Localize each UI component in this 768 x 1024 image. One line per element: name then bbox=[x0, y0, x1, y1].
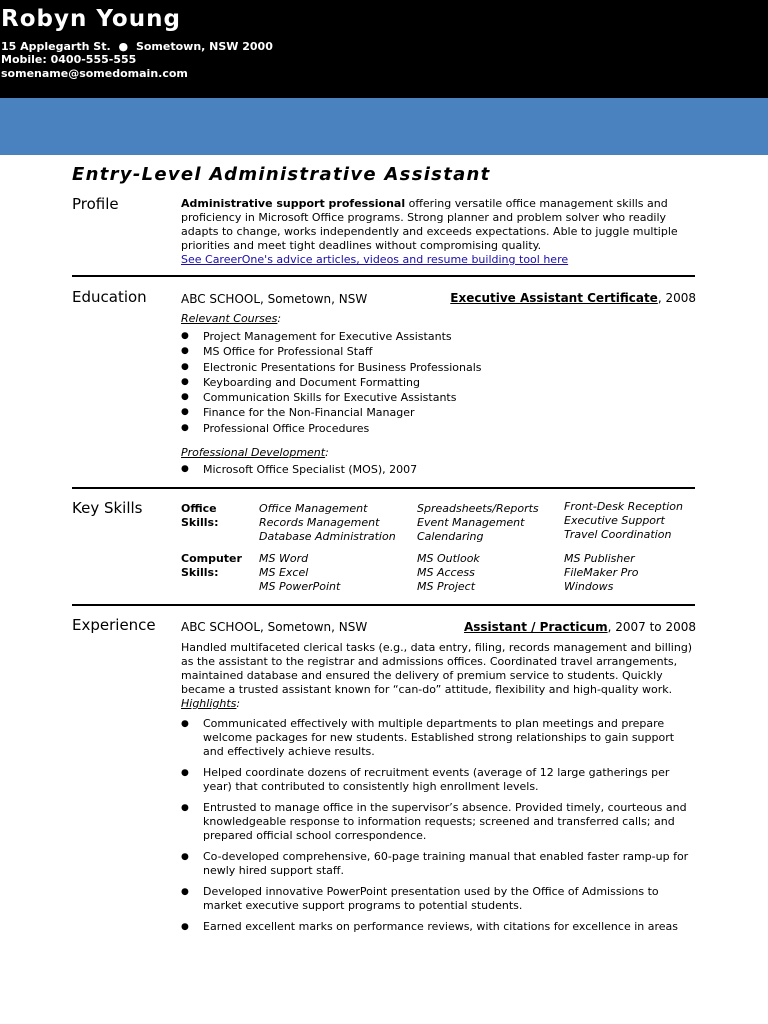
professional-development-label: Professional Development: bbox=[181, 446, 329, 459]
highlight-item: ● Developed innovative PowerPoint presentation used by the Office of Admissions to market executive support programs to potential students. bbox=[181, 885, 696, 913]
skill-item: MS PowerPoint bbox=[259, 580, 341, 593]
office-skills-col-3 bbox=[564, 500, 683, 542]
careerone-link[interactable]: See CareerOne's advice articles, videos and resume building tool here bbox=[181, 253, 569, 266]
skill-item: Office Management bbox=[259, 502, 368, 515]
course-item: ● Keyboarding and Document Formatting bbox=[181, 375, 696, 390]
section-divider bbox=[72, 604, 695, 606]
computer-skills-label-line2: Skills: bbox=[181, 566, 219, 579]
skill-item: MS Access bbox=[417, 566, 475, 579]
course-item: ● Professional Office Procedures bbox=[181, 421, 696, 436]
resume-title: Entry-Level Administrative Assistant bbox=[72, 164, 491, 185]
experience-employer: ABC SCHOOL, Sometown, NSW bbox=[181, 620, 368, 634]
candidate-name: Robyn Young bbox=[1, 6, 181, 32]
skill-item: Event Management bbox=[417, 516, 525, 529]
role-title: Assistant / Practicum bbox=[463, 620, 608, 634]
profile-text: offering versatile office management skills and proficiency in Microsoft Office programs. Strong planner and problem solver who readily adapts to change, works independently and exceeds expectations. Able to juggle multiple priorities and meet tight deadlines without compromising quality. bbox=[181, 197, 678, 252]
highlight-item: ● Communicated effectively with multiple departments to plan meetings and prepare welcome packages for new students. Established strong relationships to gain support and effectively achieve results. bbox=[181, 717, 696, 759]
accent-band bbox=[0, 98, 768, 155]
experience-summary bbox=[181, 641, 696, 711]
skill-item: FileMaker Pro bbox=[564, 566, 639, 579]
header-bar bbox=[0, 0, 768, 98]
course-item: ● Communication Skills for Executive Assistants bbox=[181, 390, 696, 405]
skill-item: Spreadsheets/Reports bbox=[417, 502, 539, 515]
highlights-label: Highlights bbox=[181, 697, 237, 710]
office-skills-label-line1: Office bbox=[181, 502, 217, 515]
skill-item: Records Management bbox=[259, 516, 380, 529]
computer-skills-label-line1: Computer bbox=[181, 552, 242, 565]
section-divider bbox=[72, 275, 695, 277]
credential-year: , 2008 bbox=[657, 291, 696, 305]
experience-summary-text: Handled multifaceted clerical tasks (e.g., data entry, filing, records management and billing) as the assistant to the registrar and admissions offices. Coordinated travel arrangements, maintained database and ensured the delivery of premium service to students. Quickly became a trusted assistant known for “can-do” attitude, flexibility and high-quality work. bbox=[181, 641, 693, 696]
course-item: ● Finance for the Non-Financial Manager bbox=[181, 405, 696, 420]
computer-skills-col-3 bbox=[564, 552, 638, 594]
course-item: ● MS Office for Professional Staff bbox=[181, 344, 696, 359]
office-skills-col-2 bbox=[417, 502, 539, 544]
skills-heading: Key Skills bbox=[72, 499, 143, 517]
education-school: ABC SCHOOL, Sometown, NSW bbox=[181, 292, 368, 306]
skill-item: MS Project bbox=[417, 580, 476, 593]
courses-list bbox=[181, 329, 696, 436]
highlights-colon: : bbox=[236, 697, 241, 710]
street-address: 15 Applegarth St. bbox=[1, 40, 111, 53]
professional-development-text: Professional Development bbox=[181, 446, 326, 459]
email-address: somename@somedomain.com bbox=[1, 67, 188, 80]
skill-item: Executive Support bbox=[564, 514, 665, 527]
experience-role bbox=[464, 620, 696, 634]
highlight-item: ● Co-developed comprehensive, 60-page training manual that enabled faster ramp-up for newly hired support staff. bbox=[181, 850, 696, 878]
pd-item: ● Microsoft Office Specialist (MOS), 2007 bbox=[181, 462, 696, 477]
city-state: Sometown, NSW 2000 bbox=[135, 40, 273, 53]
bullet-separator-icon: ● bbox=[118, 40, 129, 53]
relevant-courses-label: Relevant Courses: bbox=[181, 312, 282, 325]
skill-item: MS Outlook bbox=[417, 552, 480, 565]
skill-item: MS Excel bbox=[259, 566, 309, 579]
profile-summary bbox=[181, 197, 696, 267]
education-heading: Education bbox=[72, 288, 147, 306]
profile-heading: Profile bbox=[72, 195, 119, 213]
office-skills-col-1 bbox=[259, 502, 396, 544]
skill-item: Calendaring bbox=[417, 530, 484, 543]
office-skills-label-line2: Skills: bbox=[181, 516, 219, 529]
mobile-number: Mobile: 0400-555-555 bbox=[1, 53, 137, 66]
office-skills-label bbox=[181, 502, 219, 530]
computer-skills-col-1 bbox=[259, 552, 340, 594]
address-line bbox=[1, 40, 273, 53]
experience-heading: Experience bbox=[72, 616, 156, 634]
highlight-item: ● Helped coordinate dozens of recruitment events (average of 12 large gatherings per year) that contributed to consistently high enrollment levels. bbox=[181, 766, 696, 794]
section-divider bbox=[72, 487, 695, 489]
role-dates: , 2007 to 2008 bbox=[607, 620, 696, 634]
education-credential bbox=[450, 291, 696, 305]
skill-item: Travel Coordination bbox=[564, 528, 672, 541]
computer-skills-label bbox=[181, 552, 242, 580]
skill-item: Front-Desk Reception bbox=[564, 500, 683, 513]
course-item: ● Electronic Presentations for Business Professionals bbox=[181, 360, 696, 375]
skill-item: Database Administration bbox=[259, 530, 396, 543]
skill-item: MS Publisher bbox=[564, 552, 635, 565]
highlight-item: ● Earned excellent marks on performance reviews, with citations for excellence in areas bbox=[181, 920, 696, 934]
relevant-courses-text: Relevant Courses bbox=[181, 312, 278, 325]
professional-development-list bbox=[181, 462, 696, 477]
profile-lead: Administrative support professional bbox=[181, 197, 406, 210]
computer-skills-col-2 bbox=[417, 552, 480, 594]
skill-item: MS Word bbox=[259, 552, 309, 565]
course-item: ● Project Management for Executive Assistants bbox=[181, 329, 696, 344]
skill-item: Windows bbox=[564, 580, 614, 593]
credential-title: Executive Assistant Certificate bbox=[450, 291, 658, 305]
experience-highlights-list bbox=[181, 717, 696, 941]
highlight-item: ● Entrusted to manage office in the supervisor’s absence. Provided timely, courteous and knowledgeable response to information requests; screened and transferred calls; and prepared official school correspondence. bbox=[181, 801, 696, 843]
